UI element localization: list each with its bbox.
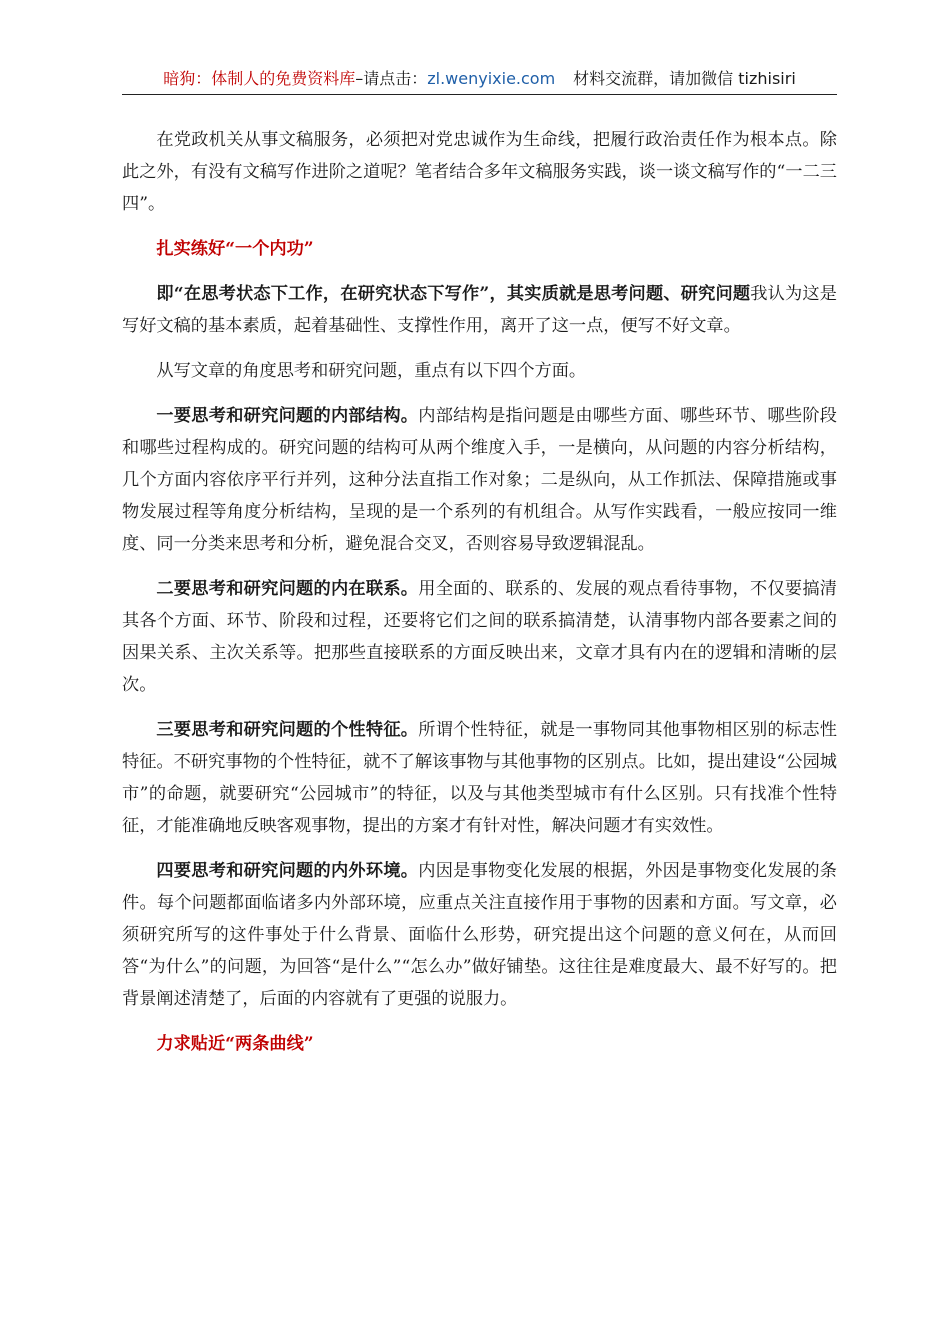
paragraph-four-aspects: 从写文章的角度思考和研究问题，重点有以下四个方面。 [156,361,587,381]
header-contact: 材料交流群，请加微信 tizhisiri [573,69,796,88]
paragraph-environment-body: 内因是事物变化发展的根据，外因是事物变化发展的条件。每个问题都面临诸多内外部环境，应重点关注直接作用于事物的因素和方面。写文章，必须研究所写的这件事处于什么背景、面临什么形势，研究提出这个问题的意义何在，从而回答“为什么”的问题，为回答“是什么”“怎么办”做好铺垫。这往往是难度最大、最不好写的。把背景阐述清楚了，后面的内容就有了更强的说服力。 [122,861,837,1009]
paragraph-internal-structure-lead: 一要思考和研究问题的内部结构。 [156,406,419,426]
paragraph-individual-traits-lead: 三要思考和研究问题的个性特征。 [156,720,419,740]
paragraph-internal-links-lead: 二要思考和研究问题的内在联系。 [156,579,419,599]
page-header [122,66,837,95]
paragraph-internal-structure [122,400,837,560]
paragraph-internal-links-body: 用全面的、联系的、发展的观点看待事物，不仅要搞清其各个方面、环节、阶段和过程，还要将它们之间的联系搞清楚，认清事物内部各要素之间的因果关系、主次关系等。把那些直接联系的方面反映出来，文章才具有内在的逻辑和清晰的层次。 [122,579,837,695]
header-brand: 暗狗：体制人的免费资料库 [163,69,356,88]
paragraph-core-idea-lead: 即“在思考状态下工作，在研究状态下写作”，其实质就是思考问题、研究问题 [156,284,751,304]
section-heading-2: 力求贴近“两条曲线” [156,1034,314,1054]
header-link[interactable]: zl.wenyixie.com [427,69,556,88]
paragraph-core-idea-body: 我认为这是写好文稿的基本素质，起着基础性、支撑性作用，离开了这一点，便写不好文章。 [122,284,837,336]
intro-paragraph: 在党政机关从事文稿服务，必须把对党忠诚作为生命线，把履行政治责任作为根本点。除此之外，有没有文稿写作进阶之道呢？笔者结合多年文稿服务实践，谈一谈文稿写作的“一二三四”。 [122,130,837,214]
header-prompt: –请点击： [355,69,428,88]
paragraph-internal-structure-body: 内部结构是指问题是由哪些方面、哪些环节、哪些阶段和哪些过程构成的。研究问题的结构可从两个维度入手，一是横向，从问题的内容分析结构，几个方面内容依序平行并列，这种分法直指工作对象；二是纵向，从工作抓法、保障措施或事物发展过程等角度分析结构，呈现的是一个系列的有机组合。从写作实践看，一般应按同一维度、同一分类来思考和分析，避免混合交叉，否则容易导致逻辑混乱。 [122,406,837,554]
paragraph-internal-links [122,573,837,701]
section-heading-1: 扎实练好“一个内功” [156,239,314,259]
paragraph-environment-lead: 四要思考和研究问题的内外环境。 [156,861,419,881]
paragraph-core-idea [122,278,837,342]
paragraph-individual-traits-body: 所谓个性特征，就是一事物同其他事物相区别的标志性特征。不研究事物的个性特征，就不了解该事物与其他事物的区别点。比如，提出建设“公园城市”的命题，就要研究“公园城市”的特征，以及与其他类型城市有什么区别。只有找准个性特征，才能准确地反映客观事物，提出的方案才有针对性，解决问题才有实效性。 [122,720,837,836]
article-body [122,124,837,1073]
paragraph-individual-traits [122,714,837,842]
paragraph-environment [122,855,837,1015]
